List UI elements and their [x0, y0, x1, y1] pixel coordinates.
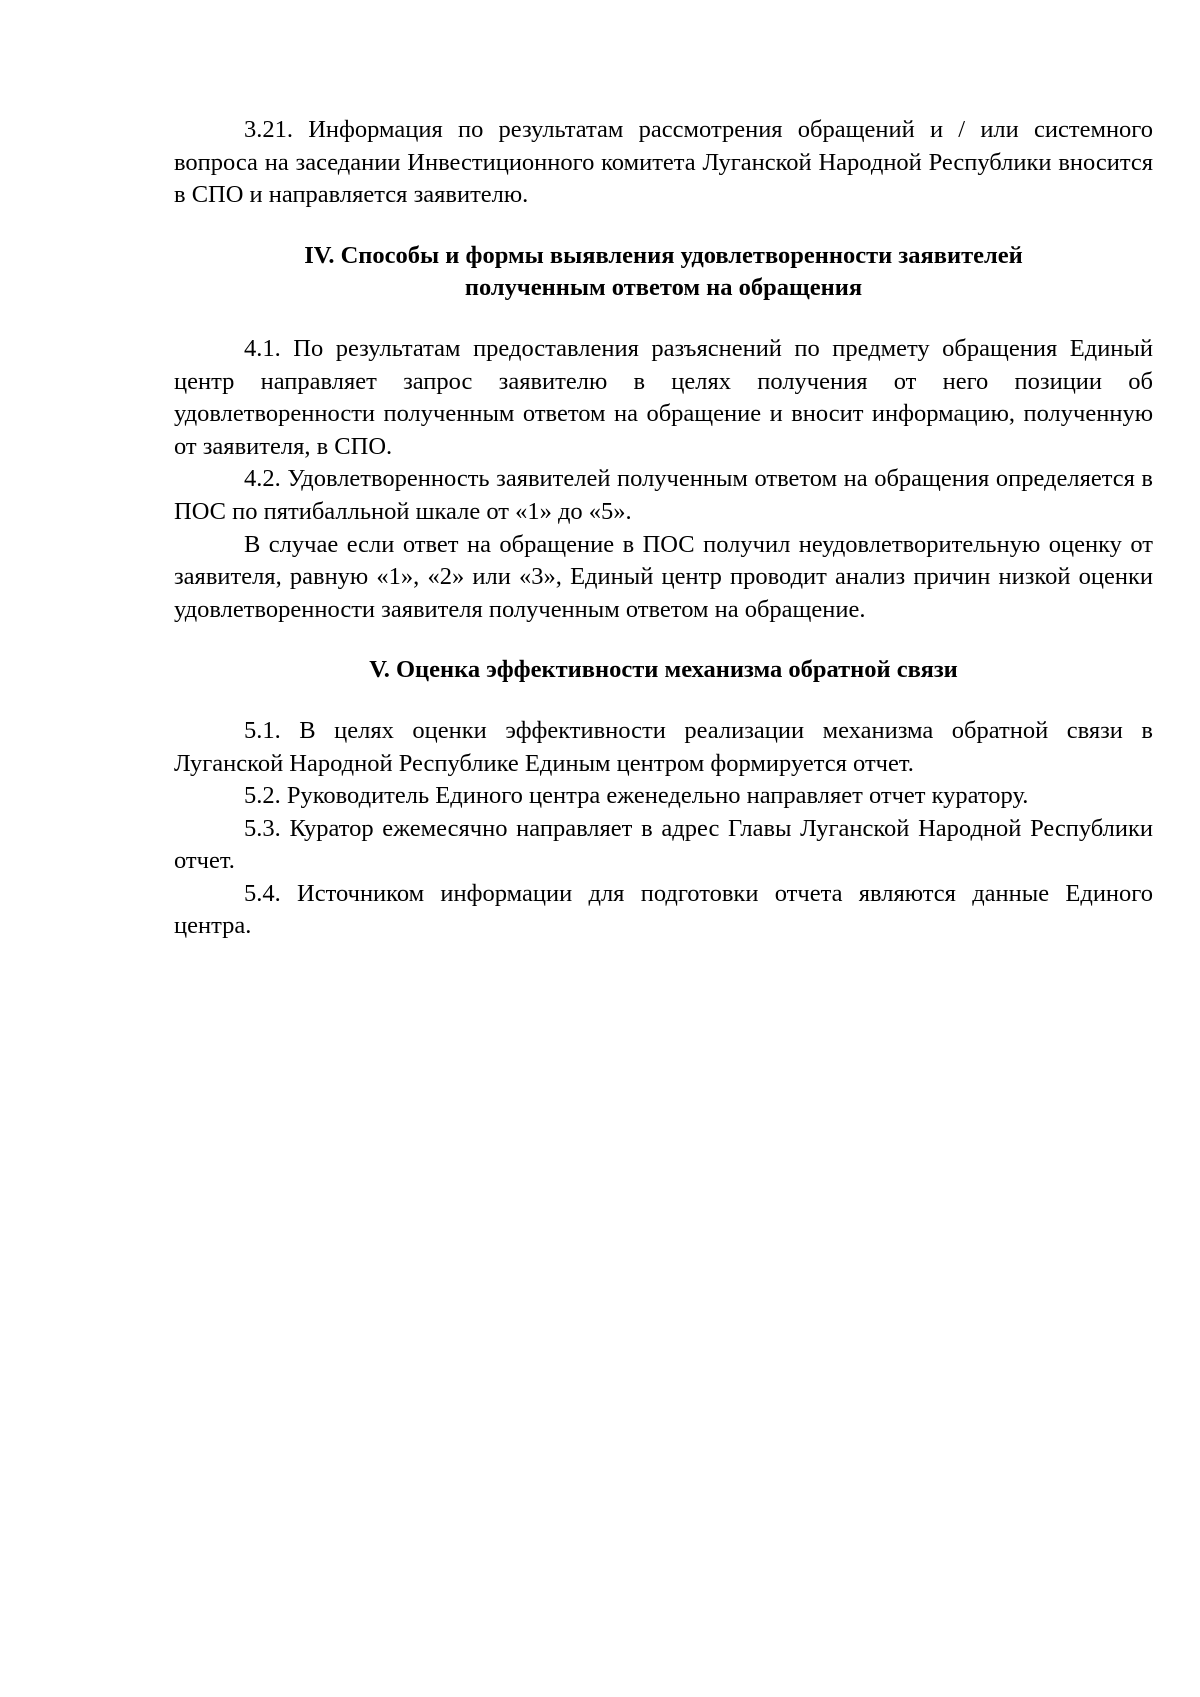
document-body [174, 114, 1153, 943]
section-4-heading-line-2: полученным ответом на обращения [464, 274, 863, 302]
section-4-heading [174, 240, 1153, 305]
paragraph-4-2: 4.2. Удовлетворенность заявителей полученным ответом на обращения определяется в ПОС по пятибалльной шкале от «1» до «5». [174, 465, 1153, 525]
paragraph-4-2-continuation: В случае если ответ на обращение в ПОС получил неудовлетворительную оценку от заявителя, равную «1», «2» или «3», Единый центр проводит анализ причин низкой оценки удовлетворенности заявителя полученным ответом на обращение. [174, 530, 1153, 623]
spacer [174, 626, 1153, 654]
spacer [174, 212, 1153, 240]
paragraph-5-2: 5.2. Руководитель Единого центра еженедельно направляет отчет куратору. [244, 782, 1029, 810]
paragraph-3-21: 3.21. Информация по результатам рассмотрения обращений и / или системного вопроса на заседании Инвестиционного комитета Луганской Народной Республики вносится в СПО и направляется заявителю. [174, 116, 1153, 209]
paragraph-4-1: 4.1. По результатам предоставления разъяснений по предмету обращения Единый центр направляет запрос заявителю в целях получения от него позиции об удовлетворенности полученным ответом на обращение и вносит информацию, полученную от заявителя, в СПО. [174, 334, 1153, 460]
section-5-heading: V. Оценка эффективности механизма обратной связи [369, 656, 958, 684]
paragraph-5-3: 5.3. Куратор ежемесячно направляет в адрес Главы Луганской Народной Республики отчет. [174, 814, 1153, 875]
paragraph-5-1: 5.1. В целях оценки эффективности реализации механизма обратной связи в Луганской Народной Республике Единым центром формируется отчет. [174, 716, 1153, 777]
spacer [174, 687, 1153, 715]
paragraph-5-4: 5.4. Источником информации для подготовки отчета являются данные Единого центра. [174, 879, 1153, 940]
spacer [174, 305, 1153, 333]
section-4-heading-line-1: IV. Способы и формы выявления удовлетворенности заявителей [304, 241, 1023, 269]
